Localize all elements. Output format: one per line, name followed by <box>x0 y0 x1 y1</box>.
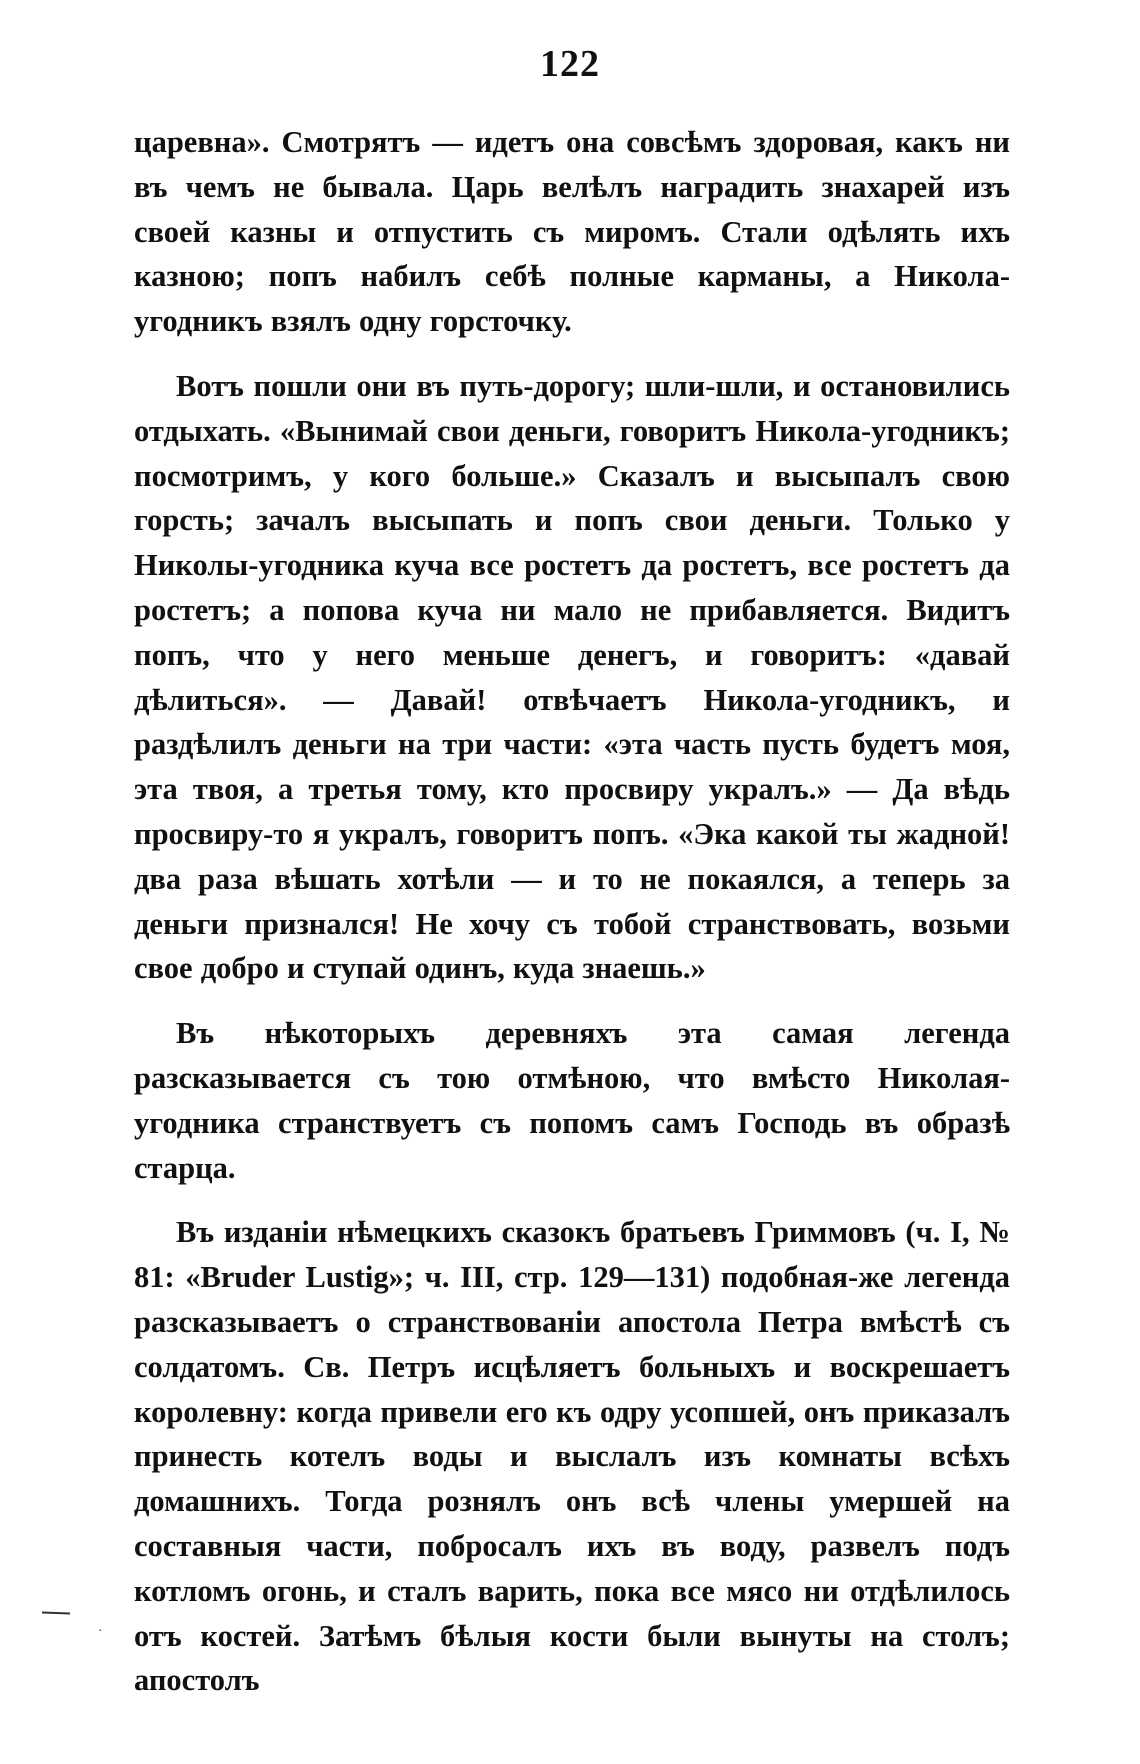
margin-speck: · <box>98 1624 103 1639</box>
page-number: 122 <box>540 43 600 85</box>
paragraph-4: Въ изданіи нѣмецкихъ сказокъ братьевъ Гриммовъ (ч. I, № 81: «Bruder Lustig»; ч. III, стр. 129—131) подобная-же легенда разсказываетъ о странствованіи апостола Петра вмѣстѣ съ солдатомъ. Св. Петръ исцѣляетъ больныхъ и воскрешаетъ королевну: когда привели его къ одру усопшей, онъ приказалъ принесть котелъ воды и выслалъ изъ комнаты всѣхъ домашнихъ. Тогда рознялъ онъ всѣ члены умершей на составныя части, побросалъ ихъ въ воду, развелъ подъ котломъ огонь, и сталъ варить, пока все мясо ни отдѣлилось отъ костей. Затѣмъ бѣлыя кости были вынуты на столъ; апостолъ <box>134 1215 1010 1698</box>
margin-pencil-mark <box>42 1612 70 1615</box>
paragraph-3: Въ нѣкоторыхъ деревняхъ эта самая легенда разсказывается съ тою отмѣною, что вмѣсто Николая-угодника странствуетъ съ попомъ самъ Господь въ образѣ старца. <box>134 1016 1010 1185</box>
body-text <box>134 120 1010 1703</box>
paragraph-1: царевна». Смотрятъ — идетъ она совсѣмъ здоровая, какъ ни въ чемъ не бывала. Царь велѣлъ наградить знахарей изъ своей казны и отпустить съ миромъ. Стали одѣлять ихъ казною; попъ набилъ себѣ полные карманы, а Никола-угодникъ взялъ одну горсточку. <box>134 125 1010 339</box>
paragraph-2: Вотъ пошли они въ путь-дорогу; шли-шли, и остановились отдыхать. «Вынимай свои деньги, говоритъ Никола-угодникъ; посмотримъ, у кого больше.» Сказалъ и высыпалъ свою горсть; зачалъ высыпать и попъ свои деньги. Только у Николы-угодника куча все ростетъ да ростетъ, все ростетъ да ростетъ; а попова куча ни мало не прибавляется. Видитъ попъ, что у него меньше денегъ, и говоритъ: «давай дѣлиться». — Давай! отвѣчаетъ Никола-угодникъ, и раздѣлилъ деньги на три части: «эта часть пусть будетъ моя, эта твоя, а третья тому, кто просвиру укралъ.» — Да вѣдь просвиру-то я укралъ, говоритъ попъ. «Эка какой ты жадной! два раза вѣшать хотѣли — и то не покаялся, а теперь за деньги признался! Не хочу съ тобой странствовать, возьми свое добро и ступай одинъ, куда знаешь.» <box>134 368 1010 986</box>
